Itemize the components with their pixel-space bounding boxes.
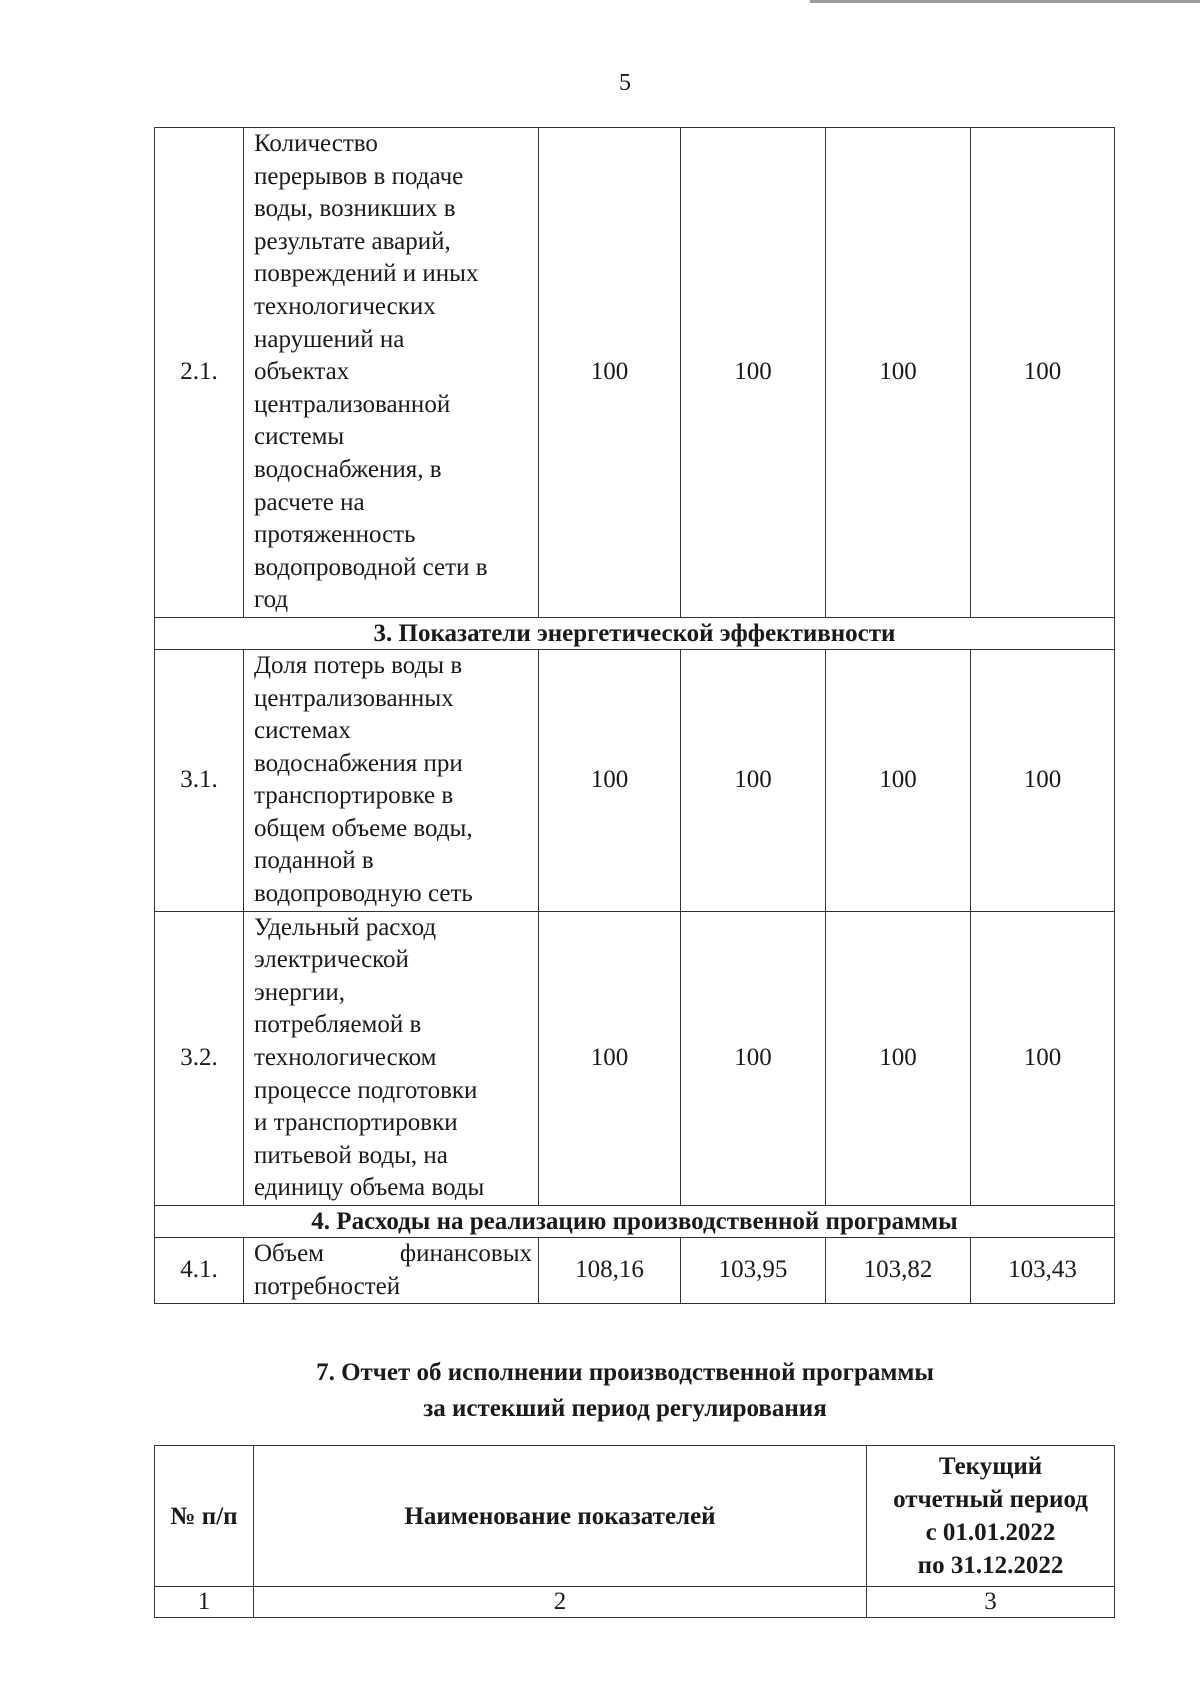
indicator-name-line: Доля потерь воды в (254, 651, 463, 679)
indicator-name-line: потребностей (254, 1272, 401, 1300)
indicator-name-line: объектах (254, 358, 350, 386)
indicator-name-line: технологических (254, 292, 436, 320)
header-period-line: отчетный период (893, 1486, 1088, 1513)
row-number: 3.2. (155, 911, 244, 1205)
section-heading: 3. Показатели энергетической эффективности (155, 617, 1115, 649)
indicator-value: 103,82 (826, 1238, 971, 1304)
header-period-line: с 01.01.2022 (925, 1519, 1056, 1546)
indicator-value: 108,16 (539, 1238, 681, 1304)
indicator-name-line: Удельный расход (254, 913, 437, 941)
indicator-name-line: результате аварий, (254, 227, 451, 255)
page-number: 5 (619, 70, 631, 96)
indicator-value: 100 (826, 649, 971, 911)
indicator-value: 100 (971, 649, 1115, 911)
indicator-value: 100 (539, 128, 681, 618)
indicator-name-line: транспортировке в (254, 782, 454, 810)
indicator-value: 103,95 (681, 1238, 826, 1304)
report-header-row (155, 1446, 1115, 1587)
section-7-title-line-2: за истекший период регулирования (423, 1395, 827, 1422)
indicator-name (244, 649, 539, 911)
indicator-name-line: общем объеме воды, (254, 814, 473, 842)
indicator-value: 100 (681, 128, 826, 618)
indicator-name-line: год (254, 586, 289, 614)
section-row (155, 617, 1115, 649)
indicator-name-line: нарушений на (254, 325, 405, 353)
indicator-name (244, 1238, 539, 1304)
header-period-line: Текущий (938, 1453, 1043, 1480)
indicator-value: 100 (971, 911, 1115, 1205)
indicator-name-line: централизованных (254, 684, 454, 712)
row-number: 4.1. (155, 1238, 244, 1304)
indicator-value: 100 (539, 649, 681, 911)
indicator-value: 100 (539, 911, 681, 1205)
indicator-name (244, 911, 539, 1205)
indicator-name-line: системы (254, 423, 345, 451)
indicator-name-line: питьевой воды, на (254, 1141, 448, 1169)
indicator-name-line: расчете на (254, 488, 365, 516)
section-row (155, 1206, 1115, 1238)
indicator-name-line: Количество (254, 130, 378, 157)
column-index-row (155, 1587, 1115, 1618)
indicator-name-line: централизованной (254, 390, 451, 418)
indicator-name-line: потребляемой в (254, 1011, 422, 1039)
indicator-name-line: Объем финансовых (254, 1240, 532, 1267)
table-row (155, 128, 1115, 618)
column-index: 3 (867, 1587, 1115, 1618)
column-index: 2 (254, 1587, 867, 1618)
header-period (867, 1446, 1115, 1587)
indicator-name-line: повреждений и иных (254, 260, 479, 288)
indicator-name-line: системах (254, 717, 351, 745)
indicator-name-line: энергии, (254, 978, 345, 1006)
indicator-name-line: водоснабжения, в (254, 455, 442, 483)
indicator-name-line: электрической (254, 946, 409, 974)
row-number: 2.1. (155, 128, 244, 618)
indicator-name-line: перерывов в подаче (254, 162, 464, 190)
indicator-value: 100 (681, 911, 826, 1205)
section-7-title-line-1: 7. Отчет об исполнении производственной программы (316, 1359, 934, 1386)
section-heading: 4. Расходы на реализацию производственной программы (155, 1206, 1115, 1238)
indicator-name-line: воды, возникших в (254, 195, 456, 223)
indicator-name-line: протяженность (254, 521, 416, 549)
indicators-table (154, 127, 1115, 1304)
header-period-line: по 31.12.2022 (917, 1552, 1064, 1579)
table-row (155, 911, 1115, 1205)
indicator-name-line: водопроводную сеть (254, 880, 473, 908)
indicator-name-line: единицу объема воды (254, 1174, 485, 1202)
indicator-name-line: поданной в (254, 847, 374, 875)
indicator-name-line: процессе подготовки (254, 1076, 478, 1104)
section-7-title (0, 1355, 1200, 1427)
indicator-name-line: технологическом (254, 1044, 437, 1072)
indicator-value: 100 (826, 911, 971, 1205)
scan-edge-line (810, 0, 1200, 3)
column-index: 1 (155, 1587, 254, 1618)
row-number: 3.1. (155, 649, 244, 911)
table-row (155, 649, 1115, 911)
indicator-name-line: водоснабжения при (254, 749, 463, 777)
header-num: № п/п (155, 1446, 254, 1587)
indicator-name-line: водопроводной сети в (254, 553, 488, 581)
table-row (155, 1238, 1115, 1304)
indicator-name-line: и транспортировки (254, 1109, 458, 1137)
indicator-name (244, 128, 539, 618)
indicator-value: 100 (971, 128, 1115, 618)
header-name: Наименование показателей (254, 1446, 867, 1587)
indicator-value: 103,43 (971, 1238, 1115, 1304)
indicator-value: 100 (826, 128, 971, 618)
indicator-value: 100 (681, 649, 826, 911)
report-table (154, 1445, 1115, 1618)
